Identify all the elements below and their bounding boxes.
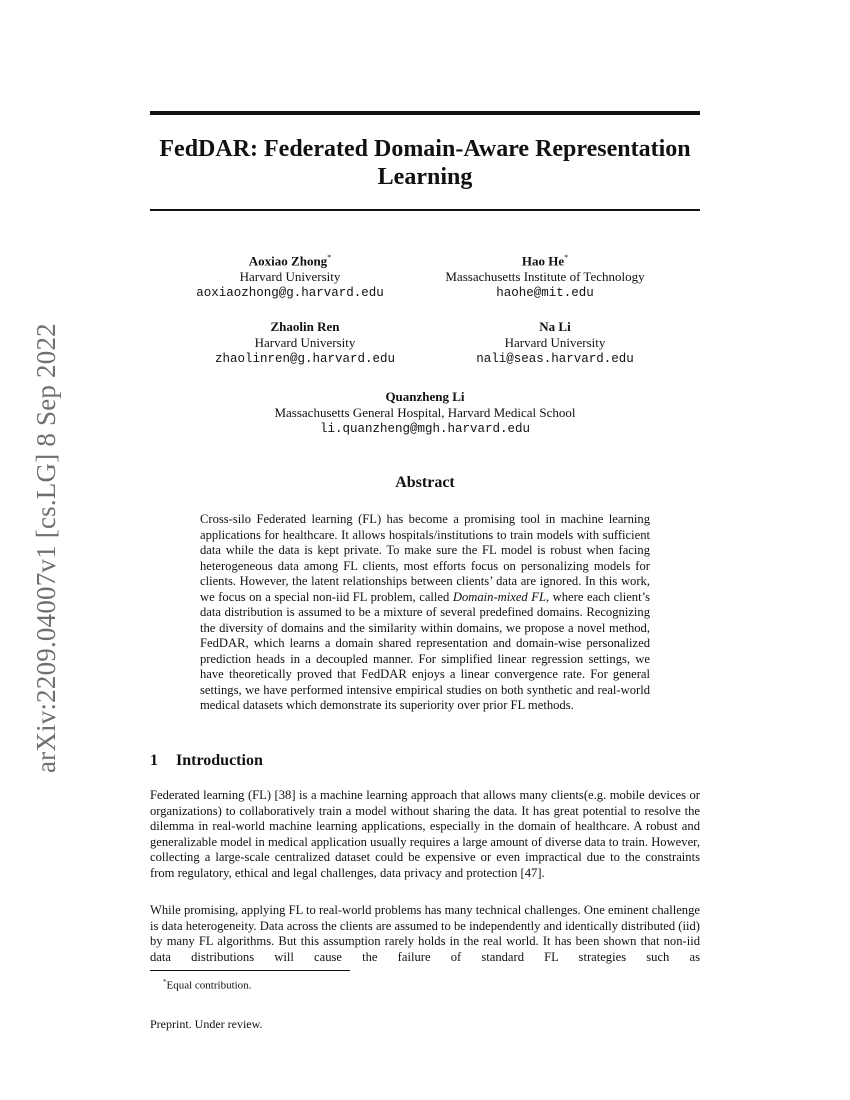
author-block — [190, 319, 420, 367]
author-email[interactable]: haohe@mit.edu — [496, 286, 594, 301]
title-top-rule — [150, 111, 700, 115]
author-name: Na Li — [539, 319, 571, 334]
abstract-heading: Abstract — [395, 474, 455, 491]
author-email[interactable]: zhaolinren@g.harvard.edu — [214, 352, 396, 366]
equal-contribution-mark: * — [327, 253, 332, 262]
author-name: Aoxiao Zhong — [248, 253, 328, 269]
author-email[interactable]: nali@seas.harvard.edu — [476, 352, 634, 366]
author-email[interactable]: li.quanzheng@mgh.harvard.edu — [319, 422, 531, 436]
domain-mixed-fl-term: Domain-mixed FL — [452, 589, 546, 604]
author-name: Hao He — [521, 253, 565, 269]
section-heading-introduction: 1 Introduction — [150, 752, 263, 769]
preprint-note: Preprint. Under review. — [150, 1017, 263, 1031]
arxiv-identifier-stamp: arXiv:2209.04007v1 [cs.LG] 8 Sep 2022 — [31, 323, 61, 773]
author-block — [190, 250, 390, 301]
intro-paragraph-1: Federated learning (FL) [38] is a machine learning approach that allows many clients(e.g. mobile devices or organizations) to collaboratively train a model without sharing the data. It has great potential to resolve the dilemma in real-world machine learning applications, especially in the domain of healthcare. A robust and generalizable model in medical application usually requires a large amount of diverse data to train. However, collecting a large-scale centralized dataset could be expensive or even impractical due to the constraints from regulatory, ethical and legal challenges, data privacy and protection [47]. — [150, 788, 700, 880]
intro-paragraph-2: While promising, applying FL to real-world problems has many technical challenges. One eminent challenge is data heterogeneity. Data across the clients are assumed to be independently and identically distributed (iid) by many FL algorithms. But this assumption rarely holds in the real world. It has been shown that non-iid data distributions will cause the failure of standard FL strategies such as — [150, 903, 700, 964]
equal-contribution-mark: * — [564, 253, 569, 262]
title-bottom-rule — [150, 209, 700, 211]
footnote: *Equal contribution. — [163, 978, 252, 992]
author-block — [440, 319, 670, 367]
author-affiliation: Harvard University — [254, 335, 356, 350]
author-block — [420, 250, 670, 301]
author-affiliation: Harvard University — [504, 335, 606, 350]
paper-title: FedDAR: Federated Domain-Aware Representation Learning — [159, 136, 691, 190]
author-affiliation: Massachusetts Institute of Technology — [445, 269, 645, 285]
abstract-text: Cross-silo Federated learning (FL) has become a promising tool in machine learning applications for healthcare. It allows hospitals/institutions to train models with sufficient data while the data is kept private. To make sure the FL model is robust when facing heterogeneous data among FL clients, most efforts focus on personalizing models for clients. However, the latent relationships between clients’ data are ignored. In this work, we focus on a special non-iid FL problem, called Domain-mixed FL, where each client’s data distribution is assumed to be a mixture of several predefined domains. Recognizing the diversity of domains and the similarity within domains, we propose a novel method, FedDAR, which learns a domain shared representation and domain-wise personalized prediction heads in a decoupled manner. For simplified linear regression settings, we have theoretically proved that FedDAR enjoys a linear convergence rate. For general settings, we have performed intensive empirical studies on both synthetic and real-world medical datasets which demonstrate its superiority over prior FL methods. — [200, 512, 650, 712]
author-name: Quanzheng Li — [385, 389, 465, 404]
footnote-rule — [150, 970, 350, 971]
author-affiliation: Massachusetts General Hospital, Harvard Medical School — [274, 405, 576, 420]
author-affiliation: Harvard University — [239, 269, 341, 285]
author-name: Zhaolin Ren — [270, 319, 340, 334]
author-email[interactable]: aoxiaozhong@g.harvard.edu — [196, 286, 384, 301]
author-block — [225, 389, 625, 437]
